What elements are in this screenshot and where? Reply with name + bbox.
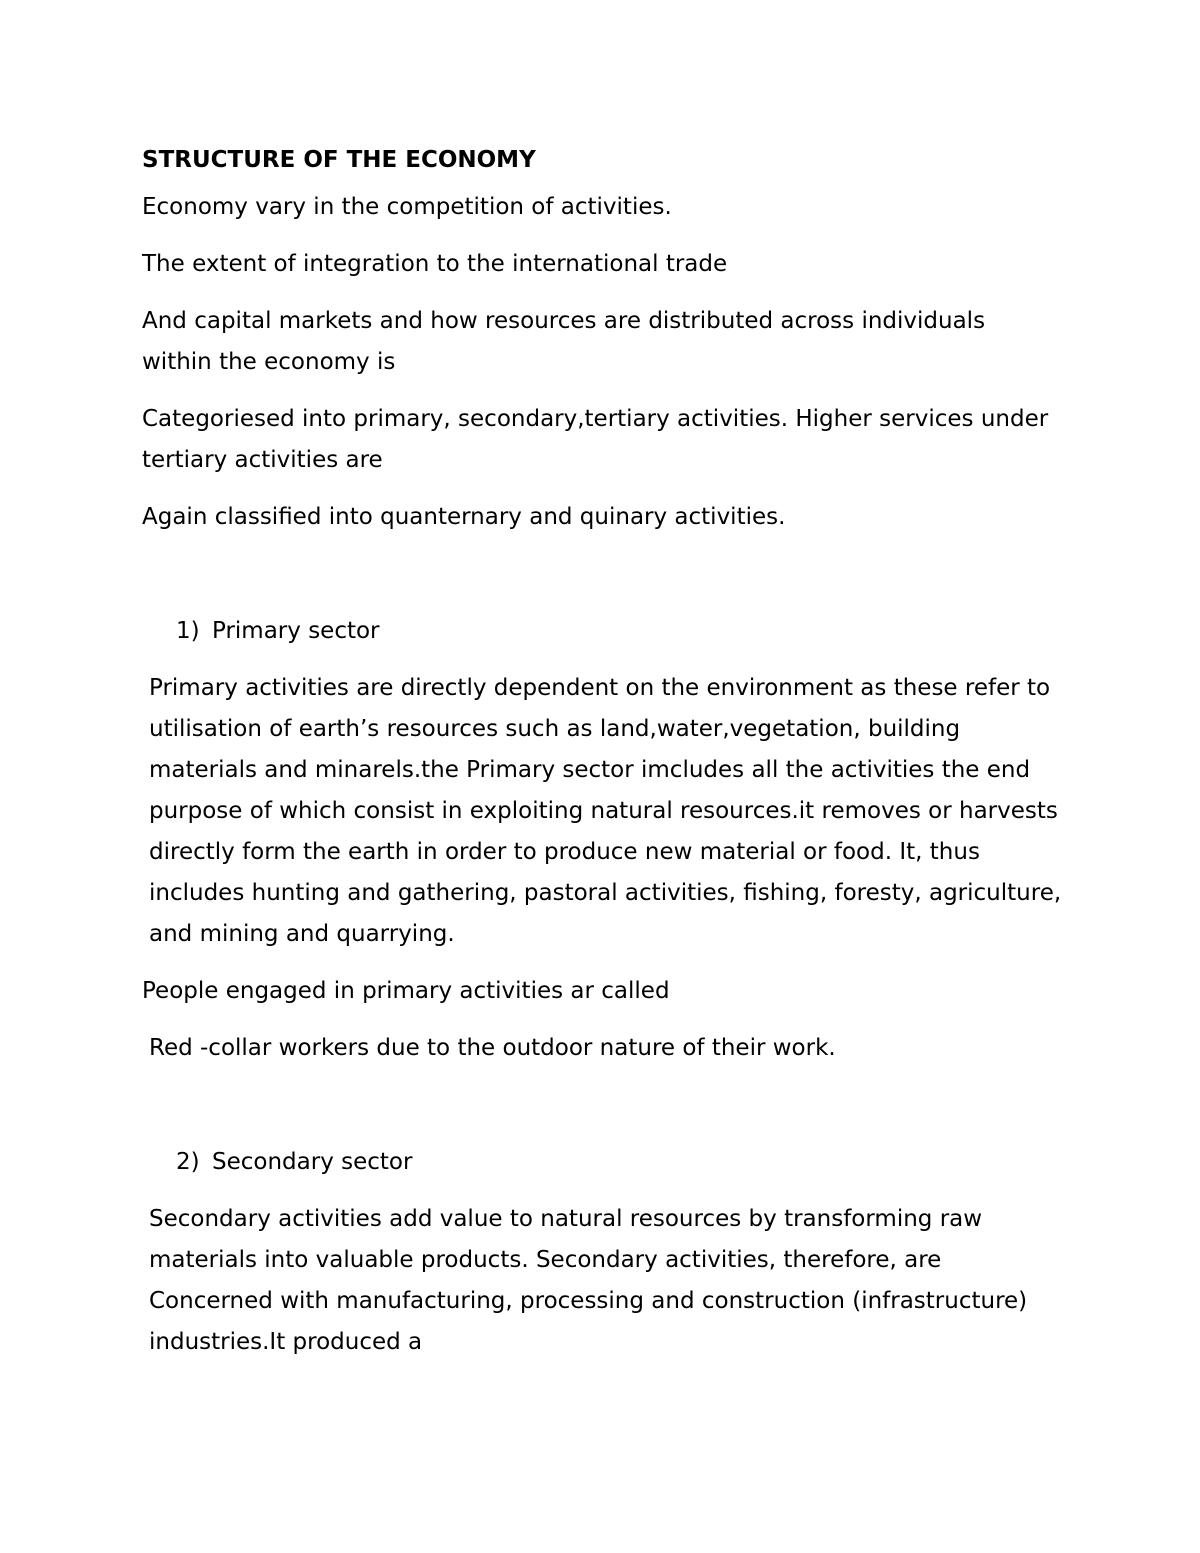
section-number: 1) [176,618,200,644]
section-heading-text: Secondary sector [212,1149,413,1175]
section-number: 2) [176,1149,200,1175]
intro-paragraph-4: Categoriesed into primary, secondary,tertiary activities. Higher services under tertiary activities are [142,406,1049,473]
section-heading-text: Primary sector [212,618,380,644]
intro-paragraph-1: Economy vary in the competition of activities. [142,194,672,220]
primary-paragraph-3: Red -collar workers due to the outdoor nature of their work. [149,1035,836,1061]
primary-paragraph-1: Primary activities are directly dependent on the environment as these refer to utilisation of earth’s resources such as land,water,vegetation, building materials and minarels.the Primary sector imcludes all the activities the end purpose of which consist in exploiting natural resources.it removes or harvests directly form the earth in order to produce new material or food. It, thus includes hunting and gathering, pastoral activities, fishing, foresty, agriculture, and mining and quarrying. [149,675,1062,947]
document-body [142,140,1062,1379]
primary-paragraph-2: People engaged in primary activities ar called [142,978,670,1004]
intro-paragraph-5: Again classified into quanternary and quinary activities. [142,504,786,530]
document-title: STRUCTURE OF THE ECONOMY [142,147,536,173]
intro-paragraph-2: The extent of integration to the international trade [142,251,728,277]
intro-paragraph-3: And capital markets and how resources are distributed across individuals within the economy is [142,308,986,375]
secondary-paragraph-1: Secondary activities add value to natural resources by transforming raw materials into valuable products. Secondary activities, therefore, are Concerned with manufacturing, processing and construction (infrastructure) industries.It produced a [149,1206,1028,1355]
section-spacer [142,554,1062,611]
section-heading-secondary [142,1142,1062,1183]
section-spacer [142,1085,1062,1142]
section-heading-primary [142,611,1062,652]
